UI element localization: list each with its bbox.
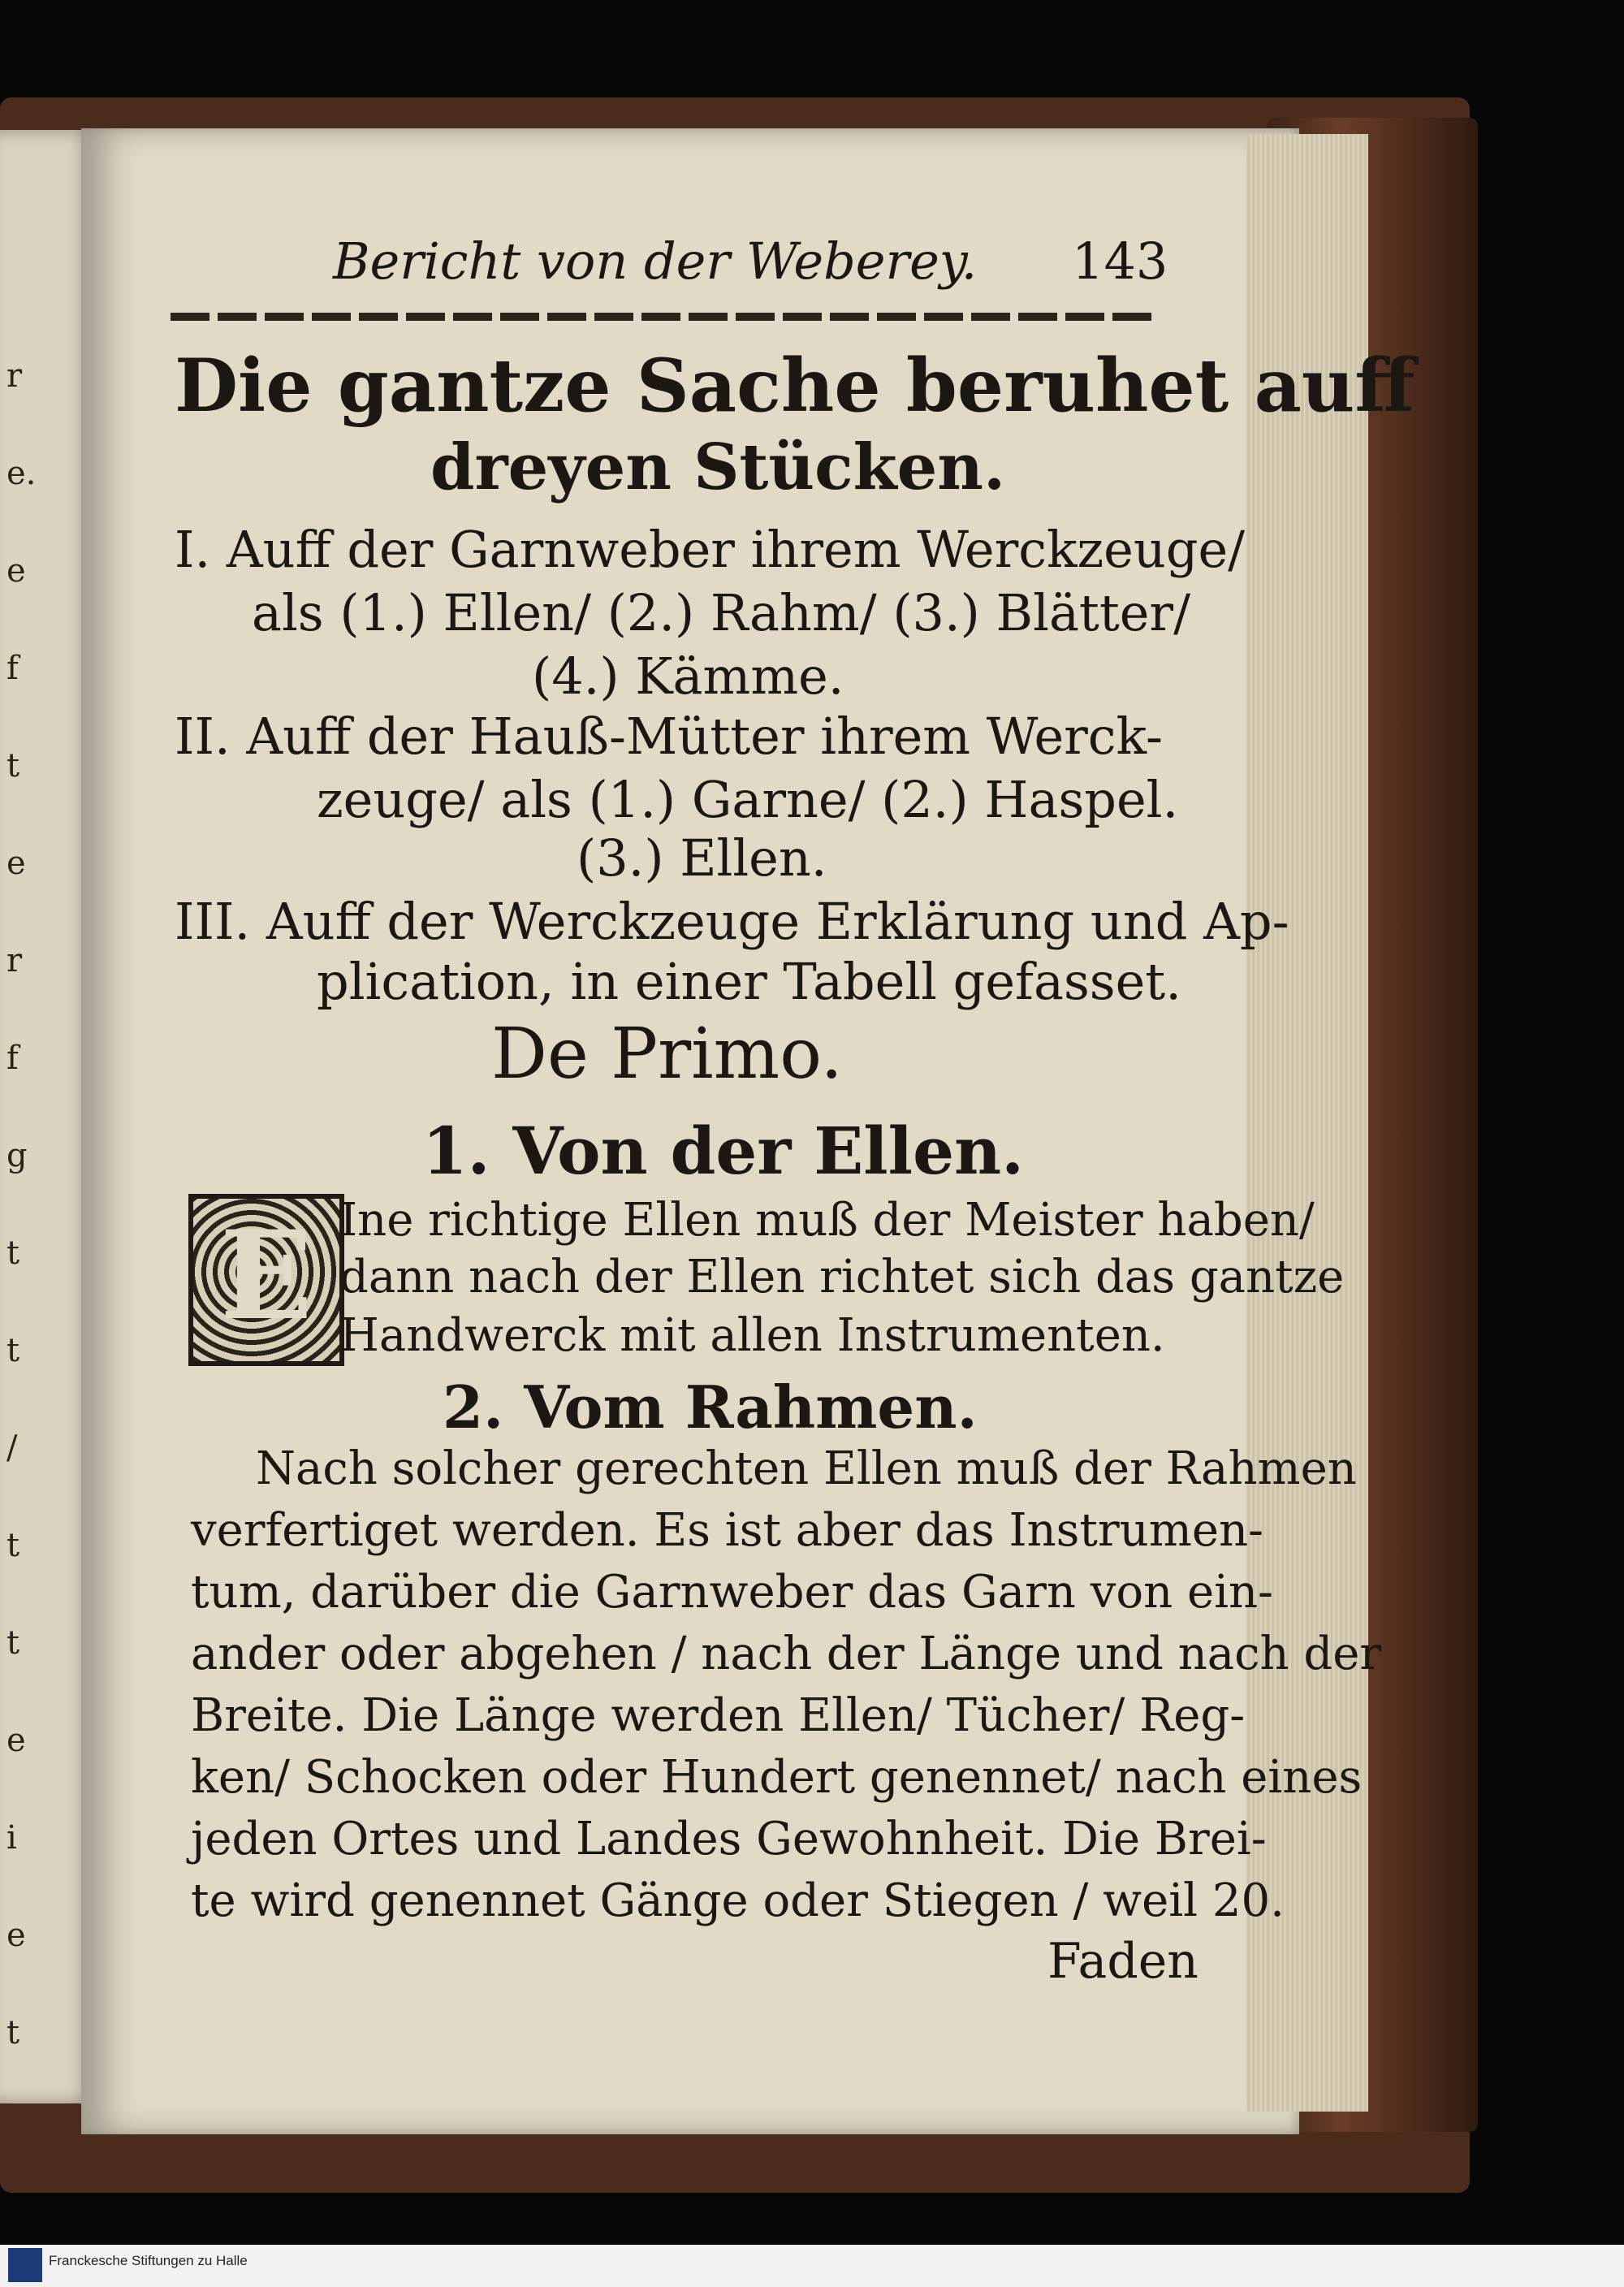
left-page-fragment: t — [6, 747, 20, 785]
left-page-fragment: r — [6, 942, 23, 979]
body-line: Nach solcher gerechten Ellen muß der Rahmen — [256, 1442, 1357, 1495]
body-line: Breite. Die Länge werden Ellen/ Tücher/ Reg- — [191, 1689, 1246, 1742]
body-line: ken/ Schocken oder Hundert genennet/ nach eines — [191, 1751, 1363, 1804]
left-page-fragment: f — [6, 1040, 19, 1077]
left-page-fragment: r — [6, 357, 23, 395]
item-line: (3.) Ellen. — [577, 828, 827, 888]
item-line: I. Auff der Garnweber ihrem Werckzeuge/ — [175, 520, 1246, 579]
running-head: Bericht von der Weberey. — [333, 231, 978, 291]
header-rule — [171, 313, 1157, 321]
left-page-fragment: e — [6, 845, 26, 882]
body-line: verfertiget werden. Es ist aber das Instrumen- — [191, 1504, 1263, 1557]
left-page-fragment: f — [6, 650, 19, 687]
left-page-fragment: i — [6, 1819, 17, 1857]
body-line: te wird genennet Gänge oder Stiegen / weil 20. — [191, 1874, 1285, 1927]
left-page-fragment: t — [6, 1527, 20, 1564]
item-line: als (1.) Ellen/ (2.) Rahm/ (3.) Blätter/ — [252, 583, 1190, 642]
left-page-fragment: t — [6, 1624, 20, 1662]
left-page-fragment: e — [6, 552, 26, 590]
body-line: ander oder abgehen / nach der Länge und nach der — [191, 1628, 1382, 1680]
item-line: plication, in einer Tabell gefasset. — [317, 952, 1181, 1011]
footer-credit: Franckesche Stiftungen zu Halle — [49, 2253, 248, 2268]
catchword: Faden — [1047, 1933, 1199, 1990]
left-page-fragment: e — [6, 1722, 26, 1759]
left-page-fragment: t — [6, 1234, 20, 1272]
body-line: tum, darüber die Garnweber das Garn von ein- — [191, 1566, 1273, 1619]
left-page-fragment: e. — [6, 455, 37, 492]
left-page-fragment: / — [6, 1429, 18, 1467]
item-line: (4.) Kämme. — [532, 646, 844, 706]
section-1-title: 1. Von der Ellen. — [422, 1113, 1024, 1189]
left-page-fragment: t — [6, 1332, 20, 1369]
left-page-fragment: e — [6, 1917, 26, 1954]
left-page-fragment: t — [6, 2014, 20, 2051]
title-line-1: Die gantze Sache beruhet auff — [175, 343, 1415, 429]
body-line: Ine richtige Ellen muß der Meister haben/ — [339, 1194, 1315, 1247]
left-page-fragment: g — [6, 1137, 28, 1174]
item-line: II. Auff der Hauß-Mütter ihrem Werck- — [175, 707, 1163, 766]
institution-logo — [8, 2248, 42, 2282]
title-line-2: dreyen Stücken. — [430, 430, 1006, 504]
item-line: III. Auff der Werckzeuge Erklärung und Ap- — [175, 892, 1289, 951]
item-line: zeuge/ als (1.) Garne/ (2.) Haspel. — [317, 770, 1179, 829]
body-line: jeden Ortes und Landes Gewohnheit. Die Brei- — [191, 1813, 1267, 1865]
body-line: dann nach der Ellen richtet sich das gantze — [339, 1251, 1345, 1303]
decorated-initial: E — [188, 1194, 344, 1366]
section-2-title: 2. Vom Rahmen. — [443, 1373, 978, 1442]
body-line: Handwerck mit allen Instrumenten. — [339, 1309, 1165, 1362]
de-primo-heading: De Primo. — [491, 1014, 843, 1095]
page-number: 143 — [1072, 231, 1168, 291]
